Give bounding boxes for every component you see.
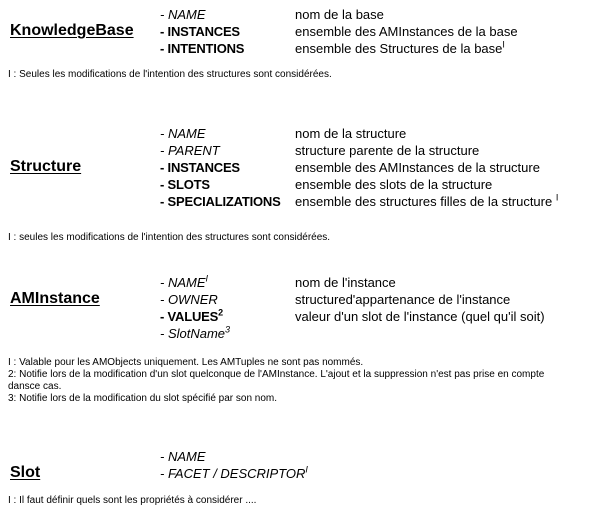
attribute-name: - NAME: [160, 449, 206, 464]
attribute-row: [160, 40, 614, 57]
entity-label: Slot: [10, 464, 41, 481]
entity-label: KnowledgeBase: [10, 22, 134, 39]
attribute-description: [295, 193, 558, 210]
attributes-list: [160, 448, 614, 482]
description-footnote-marker: I: [502, 39, 505, 50]
attribute-row: [160, 142, 614, 159]
attribute-description-text: ensemble des AMInstances de la structure: [295, 160, 540, 175]
attribute-row: [160, 308, 614, 325]
attribute-description: [295, 40, 505, 57]
attribute-description-text: valeur d'un slot de l'instance (quel qu'il soit): [295, 309, 545, 324]
attribute-row: [160, 465, 614, 482]
attribute-name: - VALUES$^2$: [160, 307, 223, 324]
attributes-list: [160, 6, 614, 57]
attribute-footnote-marker: I: [305, 464, 308, 475]
attribute-row: [160, 325, 614, 342]
attribute-description: [295, 142, 479, 159]
attribute-footnote-marker: I: [205, 273, 209, 284]
attribute-description: [295, 23, 518, 40]
footnote-block: [8, 357, 568, 405]
attribute-description-text: ensemble des structures filles de la structure: [295, 194, 556, 209]
footnote-line: I : Il faut définir quels sont les propriétés à considérer ....: [8, 495, 257, 506]
attribute-name: - $NAME^I$: [160, 273, 209, 290]
attribute-row: [160, 176, 614, 193]
footnote-line: 3: Notifie lors de la modification du slot spécifié par son nom.: [8, 393, 278, 404]
entity-label: Structure: [10, 158, 82, 175]
attribute-row: [160, 159, 614, 176]
attribute-name: - SlotName$^3$: [160, 324, 231, 341]
attribute-name: - SLOTS: [160, 177, 210, 192]
description-footnote-marker: I: [555, 192, 559, 203]
footnote-line: I : seules les modifications de l'intention des structures sont considérées.: [8, 232, 331, 243]
attribute-name: - FACET / $DESCRIPTOR^I$: [160, 464, 308, 481]
attribute-description: [295, 308, 545, 325]
footnote-line: I : Valable pour les AMObjects uniquement. Les AMTuples ne sont pas nommés.: [8, 357, 364, 368]
attribute-description-text: nom de la structure: [295, 126, 407, 141]
attribute-description-text: nom de la base: [295, 7, 384, 22]
attribute-name: - INSTANCES: [160, 160, 240, 175]
attribute-footnote-marker: 3: [225, 324, 231, 335]
footnote-line: 2: Notifie lors de la modification d'un slot quelconque de l'AMInstance. L'ajout et la suppression n'est pas prise en compte dansce cas.: [8, 369, 545, 392]
attribute-description: [295, 125, 406, 142]
attribute-row: [160, 125, 614, 142]
attribute-description-text: nom de l'instance: [295, 275, 396, 290]
attribute-description-text: structured'appartenance de l'instance: [295, 292, 511, 307]
attribute-name: - OWNER: [160, 292, 218, 307]
attribute-description: [295, 6, 384, 23]
footnote-block: [8, 69, 568, 81]
attribute-name: - PARENT: [160, 143, 220, 158]
attribute-description: [295, 159, 540, 176]
attribute-description: [295, 176, 492, 193]
attribute-description-text: ensemble des Structures de la base: [295, 41, 503, 56]
attribute-name: - NAME: [160, 7, 206, 22]
attribute-name: - NAME: [160, 126, 206, 141]
attribute-description-text: ensemble des AMInstances de la base: [295, 24, 518, 39]
attribute-description: [295, 291, 510, 308]
attribute-row: [160, 291, 614, 308]
entity-label: AMInstance: [10, 290, 100, 307]
attribute-row: [160, 193, 614, 210]
attribute-description-text: ensemble des slots de la structure: [295, 177, 493, 192]
attributes-list: [160, 125, 614, 210]
footnote-block: [8, 232, 568, 244]
attribute-description-text: structure parente de la structure: [295, 143, 480, 158]
attribute-footnote-marker: 2: [218, 307, 223, 318]
attribute-row: [160, 448, 614, 465]
attribute-row: [160, 274, 614, 291]
attribute-name: - INTENTIONS: [160, 41, 245, 56]
footnote-block: [8, 495, 568, 507]
attribute-name: - INSTANCES: [160, 24, 240, 39]
footnote-line: I : Seules les modifications de l'intention des structures sont considérées.: [8, 69, 332, 80]
attribute-row: [160, 23, 614, 40]
attribute-name: - SPECIALIZATIONS: [160, 194, 281, 209]
attribute-row: [160, 6, 614, 23]
attribute-description: [295, 274, 396, 291]
attributes-list: [160, 274, 614, 342]
